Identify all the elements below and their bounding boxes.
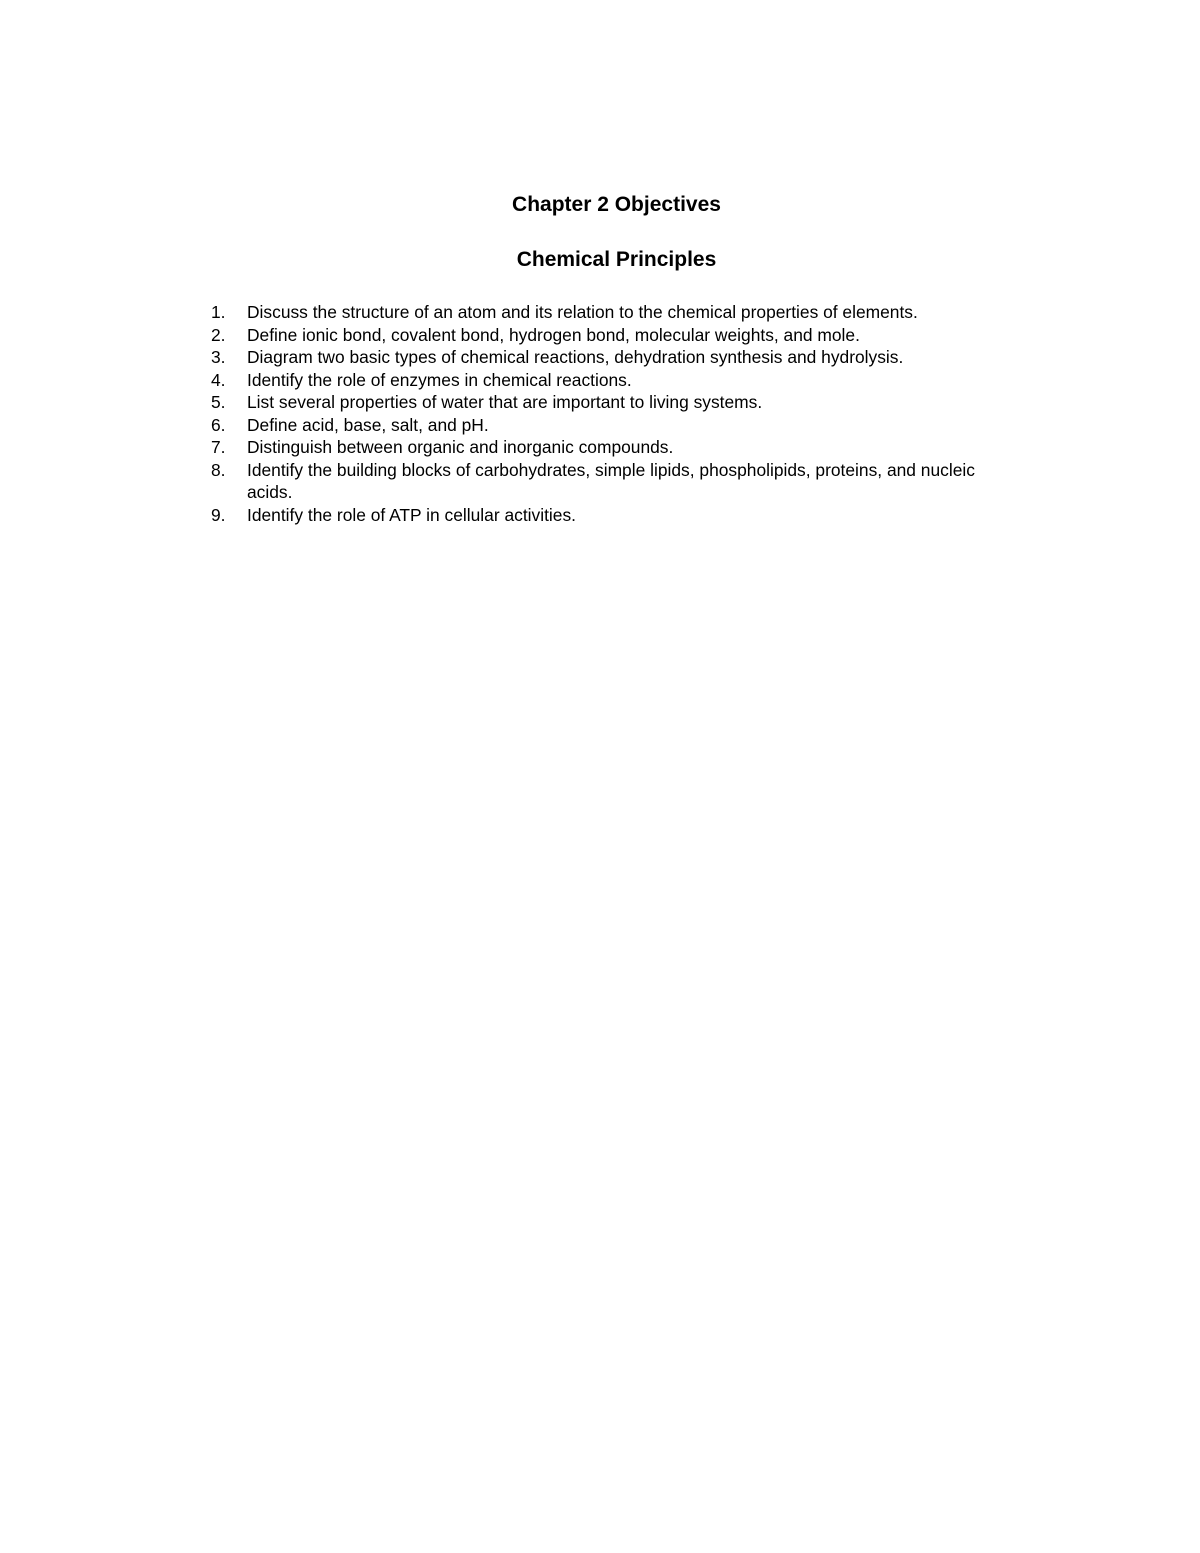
objective-item-4	[200, 369, 1020, 392]
objective-number: 8.	[211, 459, 226, 480]
objective-text: Diagram two basic types of chemical reactions, dehydration synthesis and hydrolysis.	[247, 347, 904, 367]
objective-item-8	[200, 459, 1020, 504]
objective-number: 7.	[211, 437, 226, 457]
objective-text: List several properties of water that are important to living systems.	[247, 392, 763, 412]
objective-number: 4.	[211, 369, 226, 390]
objective-text: Identify the role of ATP in cellular activities.	[247, 504, 576, 525]
objective-item-9	[200, 504, 1020, 527]
objective-number: 1.	[211, 302, 226, 322]
section-title: Chemical Principles	[516, 248, 717, 271]
objective-text: Discuss the structure of an atom and its relation to the chemical properties of elements.	[247, 302, 918, 322]
objectives-list	[200, 301, 1020, 526]
objective-number: 3.	[211, 347, 226, 367]
objective-item-5	[200, 391, 1020, 414]
objective-item-3	[200, 346, 1020, 369]
objective-number: 5.	[211, 392, 226, 412]
objective-number: 9.	[211, 504, 226, 525]
objective-text: Distinguish between organic and inorganic compounds.	[247, 437, 674, 457]
objective-text: Define ionic bond, covalent bond, hydrogen bond, molecular weights, and mole.	[247, 324, 860, 345]
objective-number: 6.	[211, 414, 226, 435]
objective-item-1	[200, 301, 1020, 324]
objective-item-2	[200, 324, 1020, 347]
chapter-title: Chapter 2 Objectives	[512, 193, 721, 216]
objective-text: Identify the building blocks of carbohydrates, simple lipids, phospholipids, proteins, and nucleic acids.	[247, 459, 975, 502]
objective-text: Identify the role of enzymes in chemical reactions.	[247, 369, 632, 390]
objective-item-7	[200, 436, 1020, 459]
objective-text: Define acid, base, salt, and pH.	[247, 414, 489, 435]
objective-number: 2.	[211, 324, 226, 345]
objective-item-6	[200, 414, 1020, 437]
